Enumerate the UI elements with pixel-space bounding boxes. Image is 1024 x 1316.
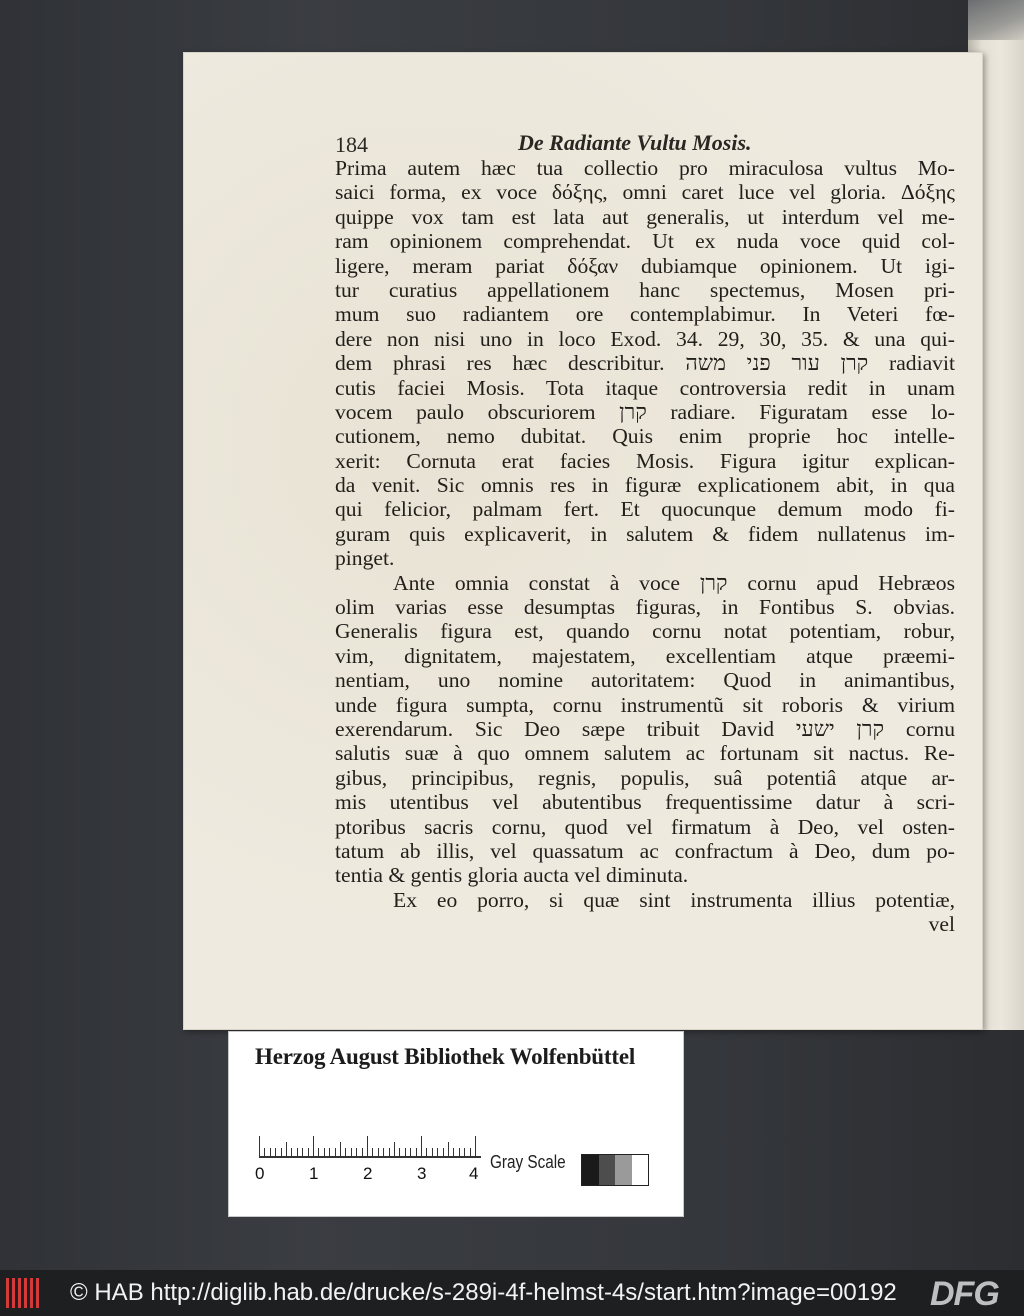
scale-ruler — [259, 1156, 481, 1158]
source-url[interactable]: © HAB http://diglib.hab.de/drucke/s-289i-4f-helmst-4s/start.htm?image=00192 — [70, 1279, 897, 1306]
text-line: pinget. — [335, 546, 395, 571]
ruler-tick — [416, 1148, 417, 1158]
ruler-tick — [356, 1148, 357, 1158]
text-line: cutionem, nemo dubitat. Quis enim proprie hoc intelle- — [335, 424, 955, 449]
ruler-tick — [335, 1148, 336, 1158]
ruler-tick — [302, 1148, 303, 1158]
text-line: Ex eo porro, si quæ sint instrumenta illius potentiæ, — [393, 887, 955, 912]
text-line: guram quis explicaverit, in salutem & fidem nullatenus im- — [335, 521, 955, 546]
text-line: ram opinionem comprehendat. Ut ex nuda voce quid col- — [335, 229, 955, 254]
text-line: vel — [928, 912, 955, 937]
text-line: nentiam, uno nomine autoritatem: Quod in animantibus, — [335, 668, 955, 693]
ruler-number: 1 — [309, 1164, 319, 1183]
text-line: vim, dignitatem, majestatem, excellentiam atque præemi- — [335, 643, 955, 668]
text-line: dem phrasi res hæc describitur. קרן עור פני משה radiavit — [335, 351, 955, 376]
text-line: exerendarum. Sic Deo sæpe tribuit David קרן ישעי cornu — [335, 716, 955, 741]
ruler-tick — [351, 1148, 352, 1158]
ruler-tick — [270, 1148, 271, 1158]
dfg-logo: DFG — [930, 1275, 999, 1313]
text-line: ligere, meram pariat δόξαν dubiamque opinionem. Ut igi- — [335, 253, 955, 278]
ruler-tick — [259, 1136, 260, 1158]
text-line: mum suo radiantem ore contemplabimur. In Veteri fœ- — [335, 302, 955, 327]
ruler-tick — [308, 1148, 309, 1158]
text-line: xerit: Cornuta erat facies Mosis. Figura igitur explican- — [335, 448, 955, 473]
text-line: tatum ab illis, vel quassatum ac confractum à Deo, dum po- — [335, 838, 955, 863]
ruler-tick — [340, 1142, 341, 1158]
page-body — [335, 156, 955, 937]
ruler-tick — [291, 1148, 292, 1158]
text-line: Generalis figura est, quando cornu notat potentiam, robur, — [335, 619, 955, 644]
ruler-tick — [324, 1148, 325, 1158]
ruler-tick — [281, 1148, 282, 1158]
ruler-tick — [405, 1148, 406, 1158]
text-line: vocem paulo obscuriorem קרן radiare. Figuratam esse lo- — [335, 399, 955, 424]
ruler-tick — [372, 1148, 373, 1158]
text-line: Ante omnia constat à voce קרן cornu apud Hebræos — [393, 570, 956, 595]
ruler-tick — [362, 1148, 363, 1158]
text-line: saici forma, ex voce δόξης, omni caret luce vel gloria. Δόξης — [335, 180, 955, 205]
ruler-tick — [389, 1148, 390, 1158]
ruler-tick — [378, 1148, 379, 1158]
color-reference-card — [228, 1031, 684, 1217]
ruler-number: 4 — [469, 1164, 479, 1183]
text-line: salutis suæ à quo omnem salutem ac fortunam sit nactus. Re- — [335, 741, 955, 766]
ruler-tick — [329, 1148, 330, 1158]
footer-bar — [0, 1270, 1024, 1316]
ruler-tick — [453, 1148, 454, 1158]
text-line: unde figura sumpta, cornu instrumentũ sit roboris & virium — [335, 692, 955, 717]
ruler-tick — [383, 1148, 384, 1158]
gray-swatch — [599, 1155, 616, 1185]
text-line: Prima autem hæc tua collectio pro miraculosa vultus Mo- — [335, 156, 955, 180]
ruler-tick — [313, 1136, 314, 1158]
ruler-tick — [464, 1148, 465, 1158]
ruler-tick — [475, 1136, 476, 1158]
ruler-tick — [470, 1148, 471, 1158]
ruler-tick — [421, 1136, 422, 1158]
text-line: dere non nisi uno in loco Exod. 34. 29, 30, 35. & una qui- — [335, 326, 955, 351]
ruler-tick — [394, 1142, 395, 1158]
ruler-tick — [410, 1148, 411, 1158]
ruler-tick — [297, 1148, 298, 1158]
ruler-tick — [399, 1148, 400, 1158]
gray-swatch — [615, 1155, 632, 1185]
ruler-tick — [345, 1148, 346, 1158]
ruler-number: 2 — [363, 1164, 373, 1183]
ruler-number: 3 — [417, 1164, 427, 1183]
ruler-tick — [443, 1148, 444, 1158]
book-page — [183, 52, 983, 1030]
gray-scale-label: Gray Scale — [490, 1152, 566, 1172]
page-number: 184 — [335, 132, 368, 157]
text-line: mis utentibus vel abutentibus frequentissime datur à scri- — [335, 790, 955, 815]
gray-swatch — [582, 1155, 599, 1185]
text-line: tentia & gentis gloria aucta vel diminuta. — [335, 863, 689, 888]
ruler-tick — [264, 1148, 265, 1158]
ruler-tick — [448, 1142, 449, 1158]
ruler-tick — [459, 1148, 460, 1158]
ruler-tick — [426, 1148, 427, 1158]
ruler-tick — [275, 1148, 276, 1158]
ruler-tick — [367, 1136, 368, 1158]
text-line: ptoribus sacris cornu, quod vel firmatum à Deo, vel osten- — [335, 814, 955, 839]
text-line: qui felicior, palmam fert. Et quocunque demum modo fi- — [335, 497, 955, 522]
text-line: gibus, principibus, regnis, populis, suâ potentiâ atque ar- — [335, 765, 955, 790]
text-line: tur curatius appellationem hanc spectemus, Mosen pri- — [335, 277, 955, 302]
text-line: da venit. Sic omnis res in figuræ explicationem abit, in qua — [335, 473, 955, 498]
ruler-tick — [318, 1148, 319, 1158]
hab-logo-icon — [6, 1278, 46, 1308]
ruler-number: 0 — [255, 1164, 265, 1183]
running-head: De Radiante Vultu Mosis. — [518, 130, 752, 155]
text-line: cutis faciei Mosis. Tota itaque controversia redit in unam — [335, 375, 955, 400]
page-fold — [968, 0, 1024, 40]
ruler-tick — [432, 1148, 433, 1158]
library-name: Herzog August Bibliothek Wolfenbüttel — [255, 1044, 636, 1069]
gray-scale-swatches — [581, 1154, 649, 1186]
ruler-tick — [286, 1142, 287, 1158]
gray-swatch — [632, 1155, 649, 1185]
text-line: olim varias esse desumptas figuras, in Fontibus S. obvias. — [335, 595, 955, 620]
ruler-tick — [437, 1148, 438, 1158]
text-line: quippe vox tam est lata aut generalis, ut interdum vel me- — [335, 204, 955, 229]
